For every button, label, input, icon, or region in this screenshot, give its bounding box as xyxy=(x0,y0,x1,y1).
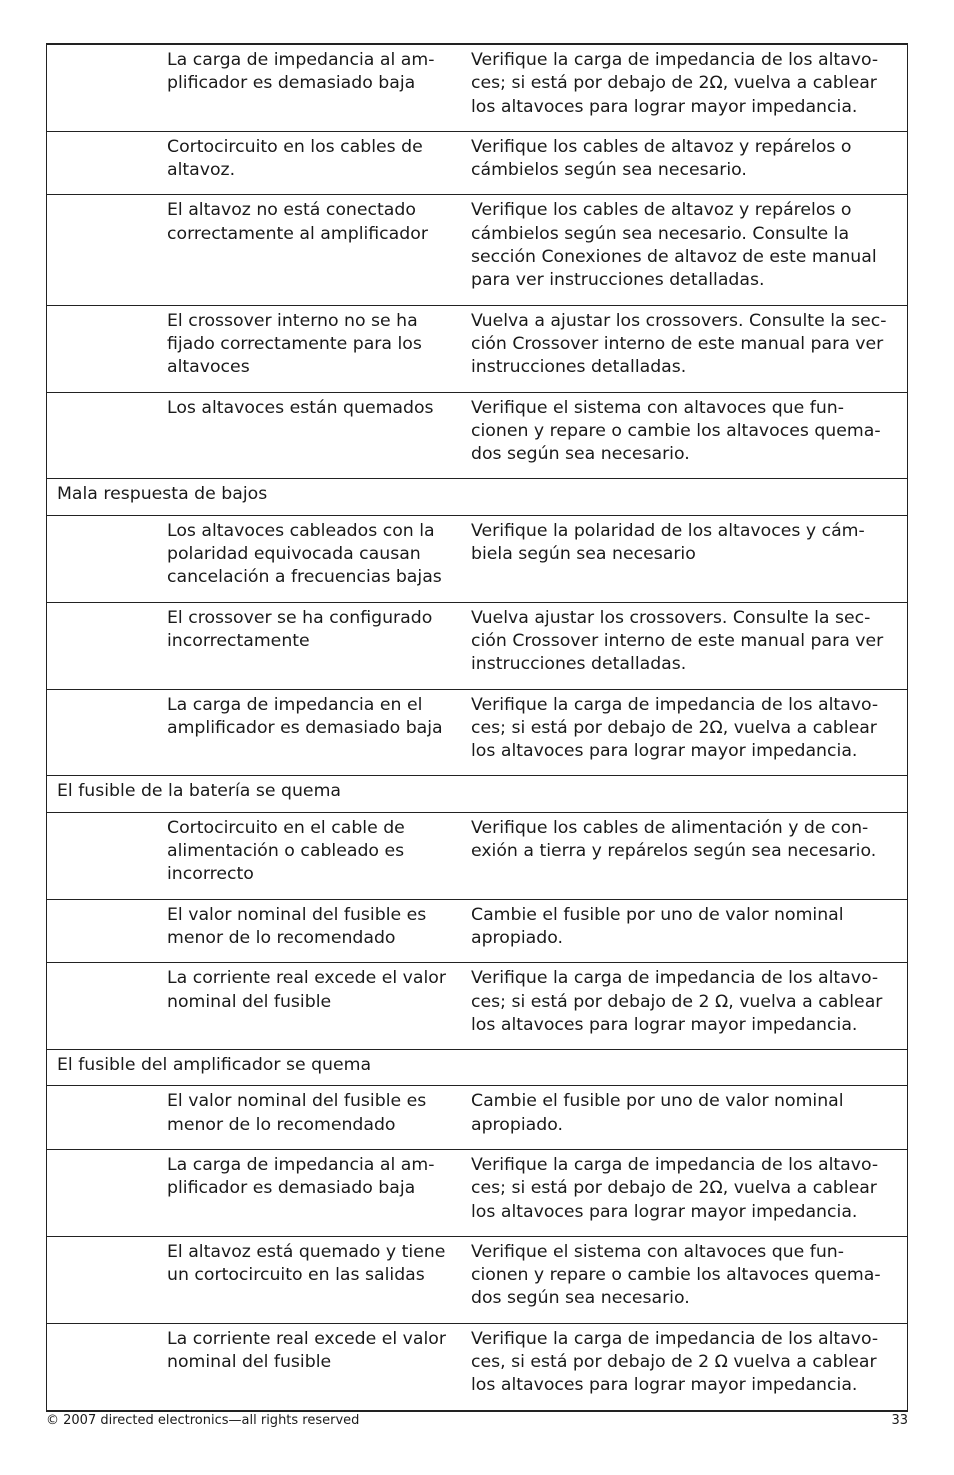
cause-cell: La corriente real excede el valor nominal del fusible xyxy=(167,968,446,1012)
troubleshooting-table xyxy=(46,43,908,1412)
table-row xyxy=(47,689,907,776)
solution-cell: Verifique la carga de impedancia de los altavo- ces; si está por debajo de 2Ω, vuelva a cablear los altavoces para lograr mayor impedancia. xyxy=(471,694,879,762)
solution-cell: Vuelva ajustar los crossovers. Consulte la sec- ción Crossover interno de este manual para ver instrucciones detalladas. xyxy=(471,607,884,675)
cause-cell: Los altavoces están quemados xyxy=(167,397,434,418)
section-title: El fusible del amplificador se quema xyxy=(57,1055,372,1076)
cause-cell: La corriente real excede el valor nominal del fusible xyxy=(167,1328,446,1373)
problem-cell xyxy=(47,813,157,899)
solution-cell: Verifique el sistema con altavoces que fun- cionen y repare o cambie los altavoces quema- dos según sea necesario. xyxy=(471,1241,881,1309)
section-header-row xyxy=(47,1049,907,1085)
table-row xyxy=(47,45,907,131)
table-row xyxy=(47,962,907,1049)
solution-cell: Cambie el fusible por uno de valor nominal apropiado. xyxy=(471,904,844,948)
table-row xyxy=(47,602,907,689)
problem-cell xyxy=(47,900,157,963)
table-row xyxy=(47,1323,907,1410)
cause-cell: El valor nominal del fusible es menor de lo recomendado xyxy=(167,904,427,948)
page-number: 33 xyxy=(891,1413,908,1428)
cause-cell: El crossover se ha configurado incorrectamente xyxy=(167,607,433,651)
solution-cell: Verifique la carga de impedancia de los altavo- ces; si está por debajo de 2Ω, vuelva a cablear los altavoces para lograr mayor impedancia. xyxy=(471,1154,879,1222)
cause-cell: La carga de impedancia al am- plificador es demasiado baja xyxy=(167,50,435,94)
section-title: El fusible de la batería se quema xyxy=(57,781,341,802)
problem-cell xyxy=(47,603,157,689)
table-row xyxy=(47,392,907,479)
solution-cell: Verifique la carga de impedancia de los altavo- ces; si está por debajo de 2Ω, vuelva a cablear los altavoces para lograr mayor impedancia. xyxy=(471,50,879,117)
table-row xyxy=(47,1236,907,1323)
table-row xyxy=(47,515,907,602)
problem-cell xyxy=(47,306,157,392)
section-title: Mala respuesta de bajos xyxy=(57,484,268,505)
problem-cell xyxy=(47,1150,157,1236)
cause-cell: El altavoz no está conectado correctamente al amplificador xyxy=(167,200,428,244)
cause-cell: Cortocircuito en los cables de altavoz. xyxy=(167,136,423,181)
solution-cell: Verifique los cables de altavoz y repárelos o cámbielos según sea necesario. Consulte la sección Conexiones de altavoz de este manual para ver instrucciones detalladas. xyxy=(471,200,877,291)
problem-cell xyxy=(47,690,157,776)
table-row xyxy=(47,812,907,899)
problem-cell xyxy=(47,1237,157,1323)
problem-cell xyxy=(47,963,157,1049)
problem-cell xyxy=(47,132,157,195)
solution-cell: Verifique la carga de impedancia de los altavo- ces, si está por debajo de 2 Ω vuelva a cablear los altavoces para lograr mayor impedancia. xyxy=(471,1328,879,1396)
problem-cell xyxy=(47,45,157,131)
solution-cell: Verifique los cables de alimentación y de con- exión a tierra y repárelos según sea necesario. xyxy=(471,817,877,862)
section-header-row xyxy=(47,775,907,811)
problem-cell xyxy=(47,1324,157,1410)
table-row xyxy=(47,1149,907,1236)
cause-cell: La carga de impedancia en el amplificador es demasiado baja xyxy=(167,694,443,738)
table-row xyxy=(47,305,907,392)
problem-cell xyxy=(47,1086,157,1149)
section-header-row xyxy=(47,478,907,514)
solution-cell: Cambie el fusible por uno de valor nominal apropiado. xyxy=(471,1091,844,1135)
table-row xyxy=(47,1085,907,1149)
cause-cell: El altavoz está quemado y tiene un cortocircuito en las salidas xyxy=(167,1241,446,1286)
problem-cell xyxy=(47,195,157,304)
problem-cell xyxy=(47,516,157,602)
solution-cell: Vuelva a ajustar los crossovers. Consulte la sec- ción Crossover interno de este manual para ver instrucciones detalladas. xyxy=(471,310,887,378)
footer-copyright: © 2007 directed electronics—all rights reserved xyxy=(46,1413,360,1428)
cause-cell: El crossover interno no se ha fijado correctamente para los altavoces xyxy=(167,310,422,378)
problem-cell xyxy=(47,393,157,479)
solution-cell: Verifique la polaridad de los altavoces y cám- biela según sea necesario xyxy=(471,520,865,565)
solution-cell: Verifique la carga de impedancia de los altavo- ces; si está por debajo de 2 Ω, vuelva a cablear los altavoces para lograr mayor impedancia. xyxy=(471,968,883,1035)
cause-cell: El valor nominal del fusible es menor de lo recomendado xyxy=(167,1091,427,1135)
table-row xyxy=(47,194,907,304)
table-row xyxy=(47,131,907,195)
table-row xyxy=(47,899,907,963)
cause-cell: Los altavoces cableados con la polaridad equivocada causan cancelación a frecuencias bajas xyxy=(167,520,442,588)
solution-cell: Verifique el sistema con altavoces que fun- cionen y repare o cambie los altavoces quema- dos según sea necesario. xyxy=(471,397,881,465)
cause-cell: La carga de impedancia al am- plificador es demasiado baja xyxy=(167,1154,435,1199)
cause-cell: Cortocircuito en el cable de alimentación o cableado es incorrecto xyxy=(167,817,405,885)
solution-cell: Verifique los cables de altavoz y repárelos o cámbielos según sea necesario. xyxy=(471,136,852,181)
